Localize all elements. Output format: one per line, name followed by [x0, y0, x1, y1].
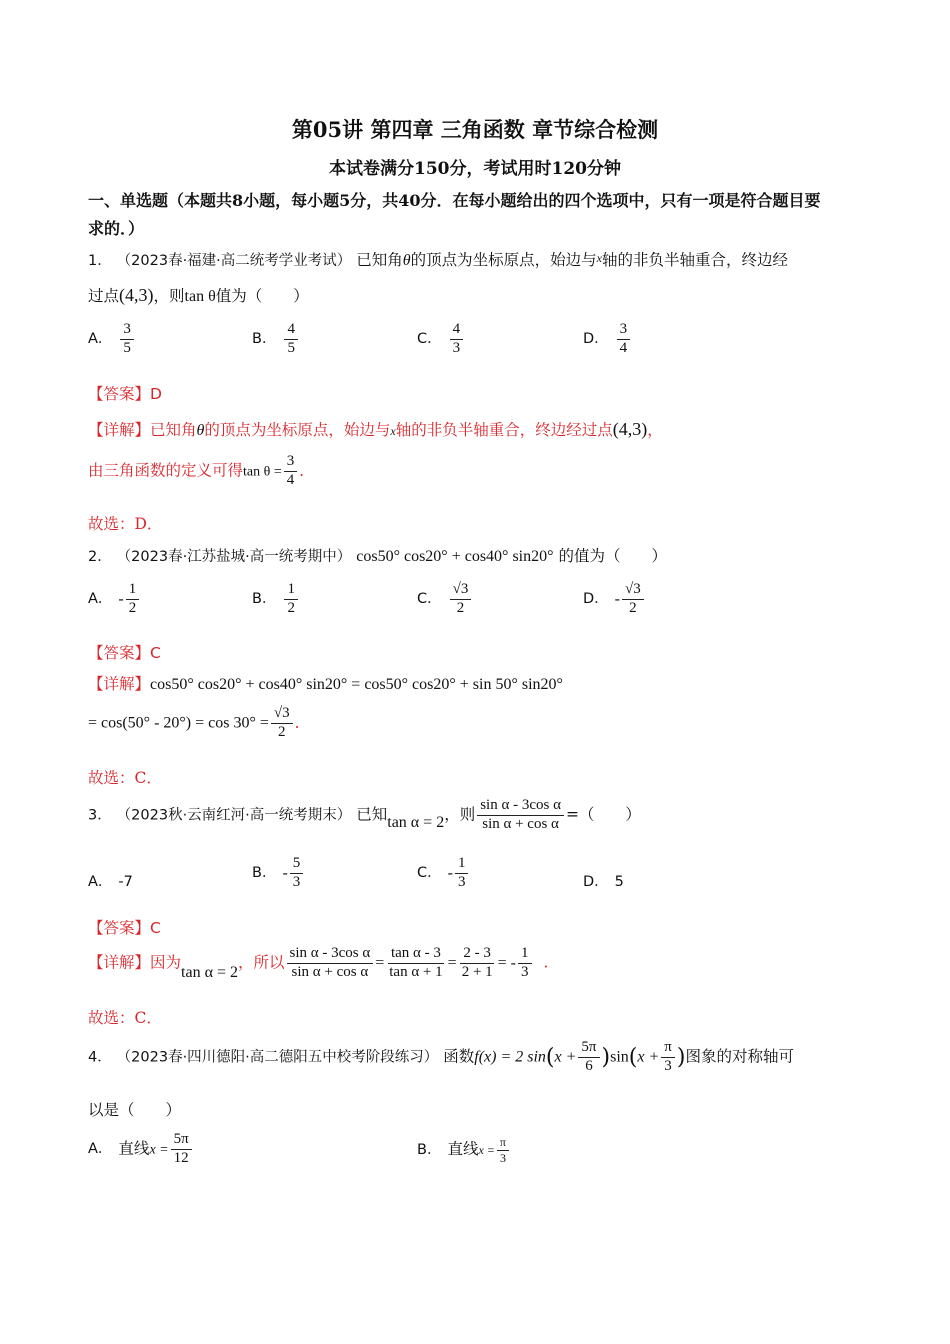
section-heading-line2: 求的．） [88, 219, 145, 238]
q3-choose: 故选：C． [88, 1009, 162, 1027]
q1-text-4: 过点 [88, 287, 120, 305]
q3-option-c[interactable]: C． - $\frac{1}{3}$ [417, 856, 470, 891]
q1-theta: θ [402, 252, 411, 269]
q1-text-2: 的顶点为坐标原点，始边与 [410, 251, 597, 269]
q1-text-1: 已知角 [356, 251, 403, 269]
q1-x: x [596, 251, 602, 265]
q3-detail: 【详解】因为tan α = 2，所以 $\frac{\text{sin α - 3cos α}}{\text{sin α + cos α}}$ = $\frac{\text{tan α - 3}}{\text{tan α + 1}}$ = $\frac{2 - 3}{2 + 1}$ = - $\frac{1}{3}$ ． [88, 945, 560, 982]
q3-stem: 3． （2023秋·云南红河·高一统考期末） 已知tan α = 2，则 $\frac{\text{sin α - 3cos α}}{\text{sin α + cos α}}$ =（ ） [88, 797, 641, 832]
q2-expression: cos50° cos20° + cos40° sin20° [356, 548, 554, 565]
q1-text-5: ，则 [153, 287, 185, 305]
q4-stem-line2: 以是（ ） [88, 1101, 182, 1119]
q1-detail-line2: 由三角函数的定义可得tan θ = $\frac{3}{4}$ ． [88, 453, 315, 488]
q1-option-a[interactable]: A． $\frac{3}{5}$ [88, 322, 136, 357]
q1-tan: tan θ [184, 288, 216, 305]
q3-option-d[interactable]: D． 5 [583, 874, 624, 890]
q1-detail-line1: 【详解】已知角θ的顶点为坐标原点，始边与x轴的非负半轴重合，终边经过点(4,3)， [88, 419, 663, 439]
q2-option-d[interactable]: D． - $\frac{√3}{2}$ [583, 582, 646, 617]
q1-option-d[interactable]: D． $\frac{3}{4}$ [583, 322, 632, 357]
q2-option-b[interactable]: B． $\frac{1}{2}$ [252, 582, 300, 617]
q1-answer: 【答案】D [88, 385, 162, 403]
q2-choose: 故选：C． [88, 769, 162, 787]
q3-option-b[interactable]: B． - $\frac{5}{3}$ [252, 856, 305, 891]
q1-text-3: 轴的非负半轴重合，终边经 [601, 251, 788, 269]
q2-detail-line2: = cos(50° - 20°) = cos 30° = $\frac{√3}{2}$ ． [88, 705, 311, 740]
q1-source: （2023春·福建·高二统考学业考试） [116, 253, 352, 269]
q1-stem-line2 [88, 284, 309, 306]
q4-option-a[interactable]: A． 直线x = $\frac{5\pi}{12}$ [88, 1132, 194, 1167]
q1-option-c[interactable]: C． $\frac{4}{3}$ [417, 322, 465, 357]
page-title: 第05讲 第四章 三角函数 章节综合检测 [291, 117, 659, 142]
q3-answer: 【答案】C [88, 919, 161, 937]
section-heading-line1: 一、单选题（本题共8小题，每小题5分，共40分．在每小题给出的四个选项中，只有一项是符合题目要 [88, 191, 821, 210]
q3-option-a[interactable]: A． -7 [88, 874, 133, 890]
q1-option-b[interactable]: B． $\frac{4}{5}$ [252, 322, 300, 357]
q1-point: (4,3) [119, 285, 154, 305]
q2-option-c[interactable]: C． $\frac{√3}{2}$ [417, 582, 473, 617]
q4-option-b[interactable]: B． 直线x = $\frac{\pi}{3}$ [417, 1136, 511, 1164]
q1-stem-line1 [88, 248, 788, 270]
q1-text-6: 值为（ ） [215, 287, 309, 305]
q2-stem: 2． （2023春·江苏盐城·高一统考期中） cos50° cos20° + cos40° sin20° 的值为（ ） [88, 547, 667, 565]
q2-detail-line1: 【详解】cos50° cos20° + cos40° sin20° = cos50° cos20° + sin 50° sin20° [88, 675, 563, 693]
page-subtitle: 本试卷满分150分，考试用时120分钟 [329, 159, 621, 179]
q1-number: 1． [88, 253, 112, 269]
q2-answer: 【答案】C [88, 644, 161, 662]
q2-option-a[interactable]: A． - $\frac{1}{2}$ [88, 582, 141, 617]
q4-stem-line1: 4． （2023春·四川德阳·高二德阳五中校考阶段练习） 函数f(x) = 2 sin(x + $\frac{5\pi}{6}$ )sin(x + $\frac{\pi}{3}$ )图象的对称轴可 [88, 1039, 794, 1074]
q1-choose: 故选：D． [88, 515, 163, 533]
